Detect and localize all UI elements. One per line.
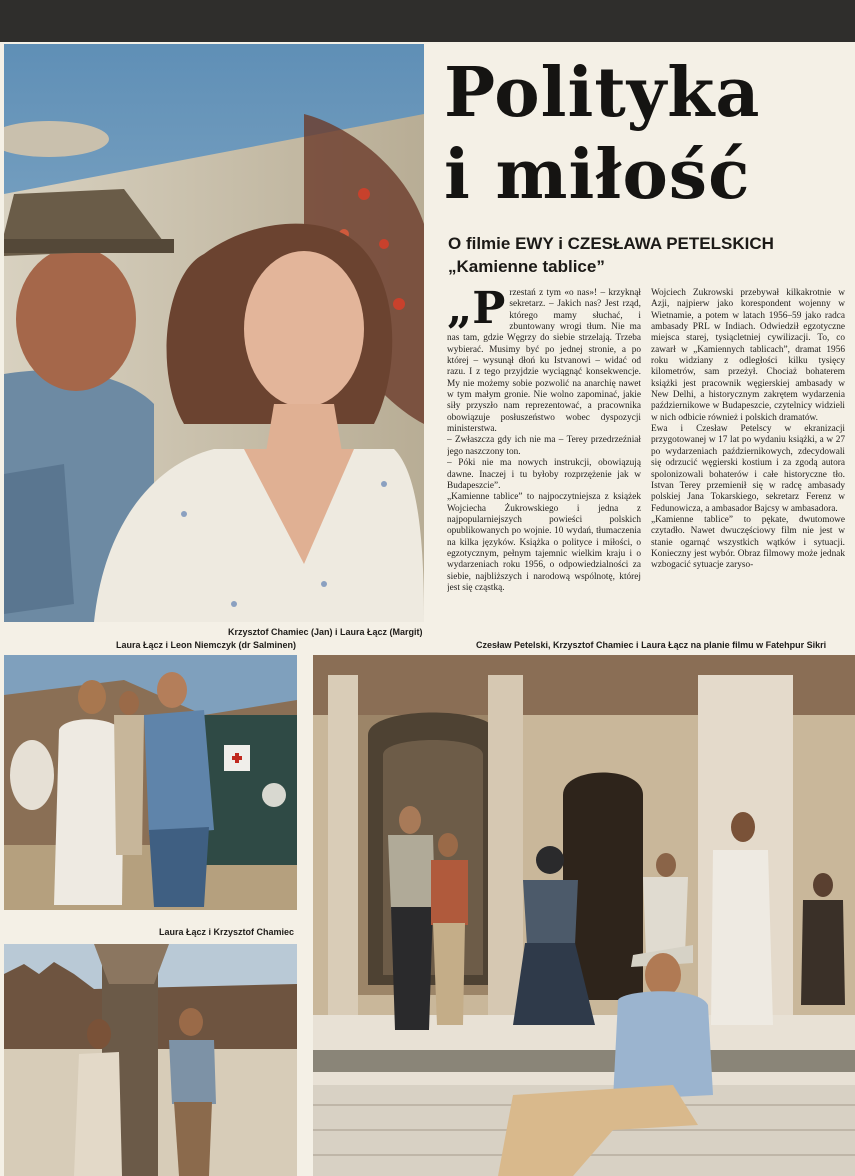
caption-bottom-left: Laura Łącz i Krzysztof Chamiec — [159, 927, 295, 937]
subtitle-line-2: „Kamienne tablice” — [448, 257, 605, 276]
top-dark-band — [0, 0, 855, 42]
article-title — [444, 52, 844, 216]
article-paragraph — [447, 288, 641, 435]
article-paragraph: – Póki nie ma nowych instrukcji, obowiązują dawne. Inaczej i tu byłoby rozprzężenie jak w Budapeszcie”. — [447, 458, 641, 491]
article-paragraph: Wojciech Żukrowski przebywał kilkakrotnie w Azji, najpierw jako korespondent wojenny w Wietnamie, a potem w latach 1956–59 jako radca ambasady PRL w Indiach. Odwiedził egzotyczne miejsca starej, tysiącletniej cywilizacji. To, co zawarł w „Kamiennych tablicach”, dramat 1956 roku widziany z odległości kilku tysięcy kilometrów, sam przeżył. Chociaż bohaterem książki jest pracownik węgierskiej ambasady w New Delhi, a historycznym zakrętem wydarzenia październikowe w Budapeszcie, czytelnicy widzieli w nich odbicie również i polskich dramatów. — [651, 288, 845, 423]
article-subtitle — [448, 232, 848, 278]
article-paragraph: „Kamienne tablice” to najpoczytniejsza z książek Wojciecha Żukrowskiego i jedna z najpopularniejszych powieści polskich opublikowanych po wojnie. 10 wydań, tłumaczenia na kilka języków. Książka o polityce i miłości, o egzotycznym, pełnym tajemnic wielkim kraju i o wydarzeniach roku 1956, o odpowiedzialności za siebie, najbliższych i narodową wspólnotę, której jest się cząstką. — [447, 492, 641, 593]
paragraph-text: rzestań z tym «o nas»! – krzyknął sekretarz. – Jakich nas? Jest rząd, którego mamy słuchać, i zbuntowany wrogi tłum. Nie ma nas tam, gdzie Węgrzy do siebie strzelają. Trzeba wybierać. Musimy być po jednej stronie, a po której – wysunął dłoń ku Istvanowi – widać od razu. I z tego przyjdzie wyciągnąć konsekwencje. My nie możemy sobie pozwolić na anarchię nawet w tym małym gronie. Nie wolno zapominać, jakie siły przyszło nam reprezentować, a pracownika obowiązuje posłuszeństwo wobec dyspozycji ministerstwa. — [447, 288, 641, 435]
caption-top-photo: Krzysztof Chamiec (Jan) i Laura Łącz (Margit) — [228, 627, 423, 637]
photo-film-set-fatehpur-sikri — [313, 655, 855, 1176]
photo-lacz-chamiec-fatehpur — [4, 944, 297, 1176]
caption-mid-left: Laura Łącz i Leon Niemczyk (dr Salminen) — [116, 640, 297, 650]
subtitle-line-1: O filmie EWY i CZESŁAWA PETELSKICH — [448, 234, 774, 253]
article-body — [447, 288, 845, 628]
title-line-1: Polityka — [444, 53, 761, 133]
photo-lacz-niemczyk — [4, 655, 297, 910]
drop-cap: „P — [447, 288, 506, 334]
photo-chamiec-lacz-portrait — [4, 44, 424, 622]
caption-film-set: Czesław Petelski, Krzysztof Chamiec i Laura Łącz na planie filmu w Fatehpur Sikri — [476, 640, 827, 650]
title-line-2: i miłość — [444, 135, 751, 215]
article-paragraph: „Kamienne tablice” to pękate, dwutomowe czytadło. Nawet dwuczęściowy film nie jest w stanie ogarnąć wszystkich wątków i sytuacji. Konieczny jest wybór. Obraz filmowy może jednak wzbogacić sytuacje zaryso- — [651, 514, 845, 571]
article-paragraph: Ewa i Czesław Petelscy w ekranizacji przygotowanej w 17 lat po wydaniu książki, a w 27 po wydarzeniach październikowych, zdecydowali się odrzucić węgierski kostium i za zgodą autora spolonizowali bohaterów i całe historyczne tło. Istvan Terey przemienił się w radcę ambasady polskiej Jana Tokarskiego, sekretarz Ferenz w Fedunowicza, a ambasador Bajcsy w ambasadora. — [651, 424, 845, 514]
article-paragraph: – Zwłaszcza gdy ich nie ma – Terey przedrzeźniał jego naszczony ton. — [447, 435, 641, 457]
